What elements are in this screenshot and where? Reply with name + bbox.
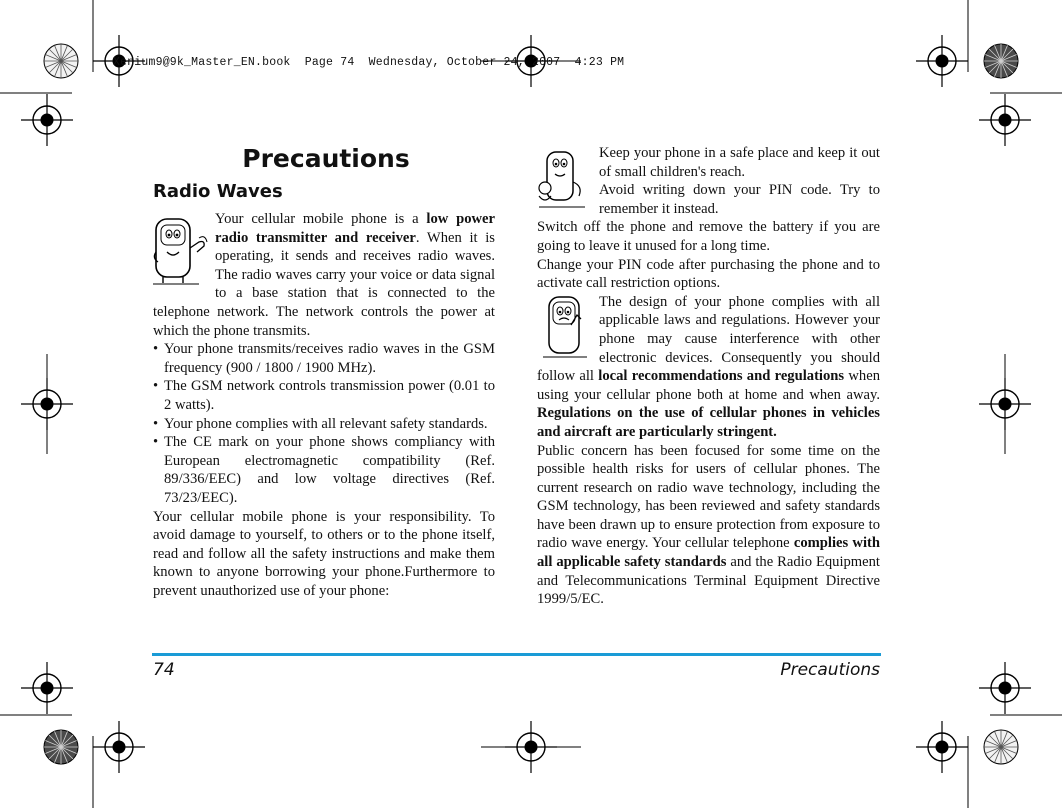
list-item: • The GSM network controls transmission power (0.01 to 2 watts). xyxy=(153,377,495,414)
list-item: • Your phone transmits/receives radio waves in the GSM frequency (900 / 1800 / 1900 MHz). xyxy=(153,340,495,377)
page-number: 74 xyxy=(153,660,175,680)
list-item: • The CE mark on your phone shows compliancy with European electromagnetic compatibility (Ref. 89/336/EEC) and low voltage directives (Ref. 73/23/EEC). xyxy=(153,433,495,507)
phone-with-child-illustration xyxy=(537,146,593,210)
radio-wave-facts-list xyxy=(153,340,495,507)
right-column xyxy=(537,144,880,609)
phone-waving-illustration xyxy=(153,212,209,286)
change-pin-paragraph: Change your PIN code after purchasing the phone and to activate call restriction options. xyxy=(537,256,880,292)
responsibility-paragraph: Your cellular mobile phone is your responsibility. To avoid damage to yourself, to others or to the phone itself, read and follow all the safety instructions and make them known to anyone borrowing your phone.Furthermore to prevent unauthorized use of your phone: xyxy=(153,508,495,599)
footer-rule xyxy=(152,653,881,656)
regulations-paragraph: The design of your phone complies with all applicable laws and regulations. However your phone may cause interference with other electronic devices. Consequently you should follow all local recommendations and regulations when using your cellular phone both at home and when away. Regulations on the use of cellular phones in vehicles and aircraft are particularly stringent. xyxy=(537,293,880,440)
section-title: Radio Waves xyxy=(153,181,283,202)
keep-safe-paragraph: Keep your phone in a safe place and keep it out of small children's reach. xyxy=(599,145,880,180)
left-column xyxy=(153,140,495,600)
phone-interference-illustration xyxy=(537,295,593,361)
health-concern-paragraph: Public concern has been focused for some time on the possible health risks for users of cellular phones. The current research on radio wave technology, including the GSM technology, has been reviewed and safety standards have been drawn up to ensure protection from exposure to radio wave energy. Your cellular telephone complies with all applicable safety standards and the Radio Equipment and Telecommunications Terminal Equipment Directive 1999/5/EC. xyxy=(537,442,880,608)
running-footer-title: Precautions xyxy=(780,660,880,680)
radio-waves-intro: Your cellular mobile phone is a low power radio transmitter and receiver. When it is operating, it sends and receives radio waves. The radio waves carry your voice or data signal to a base station that is connected to the telephone network. The network controls the power at which the phone transmits. xyxy=(153,211,495,339)
print-slug-line: Xenium9@9k_Master_EN.book Page 74 Wednesday, October 24, 2007 4:23 PM xyxy=(113,56,625,69)
list-item: • Your phone complies with all relevant safety standards. xyxy=(153,415,495,434)
page-title: Precautions xyxy=(242,144,410,173)
pin-advice-paragraph: Avoid writing down your PIN code. Try to remember it instead. xyxy=(599,182,880,217)
battery-paragraph: Switch off the phone and remove the battery if you are going to leave it unused for a long time. xyxy=(537,219,880,254)
